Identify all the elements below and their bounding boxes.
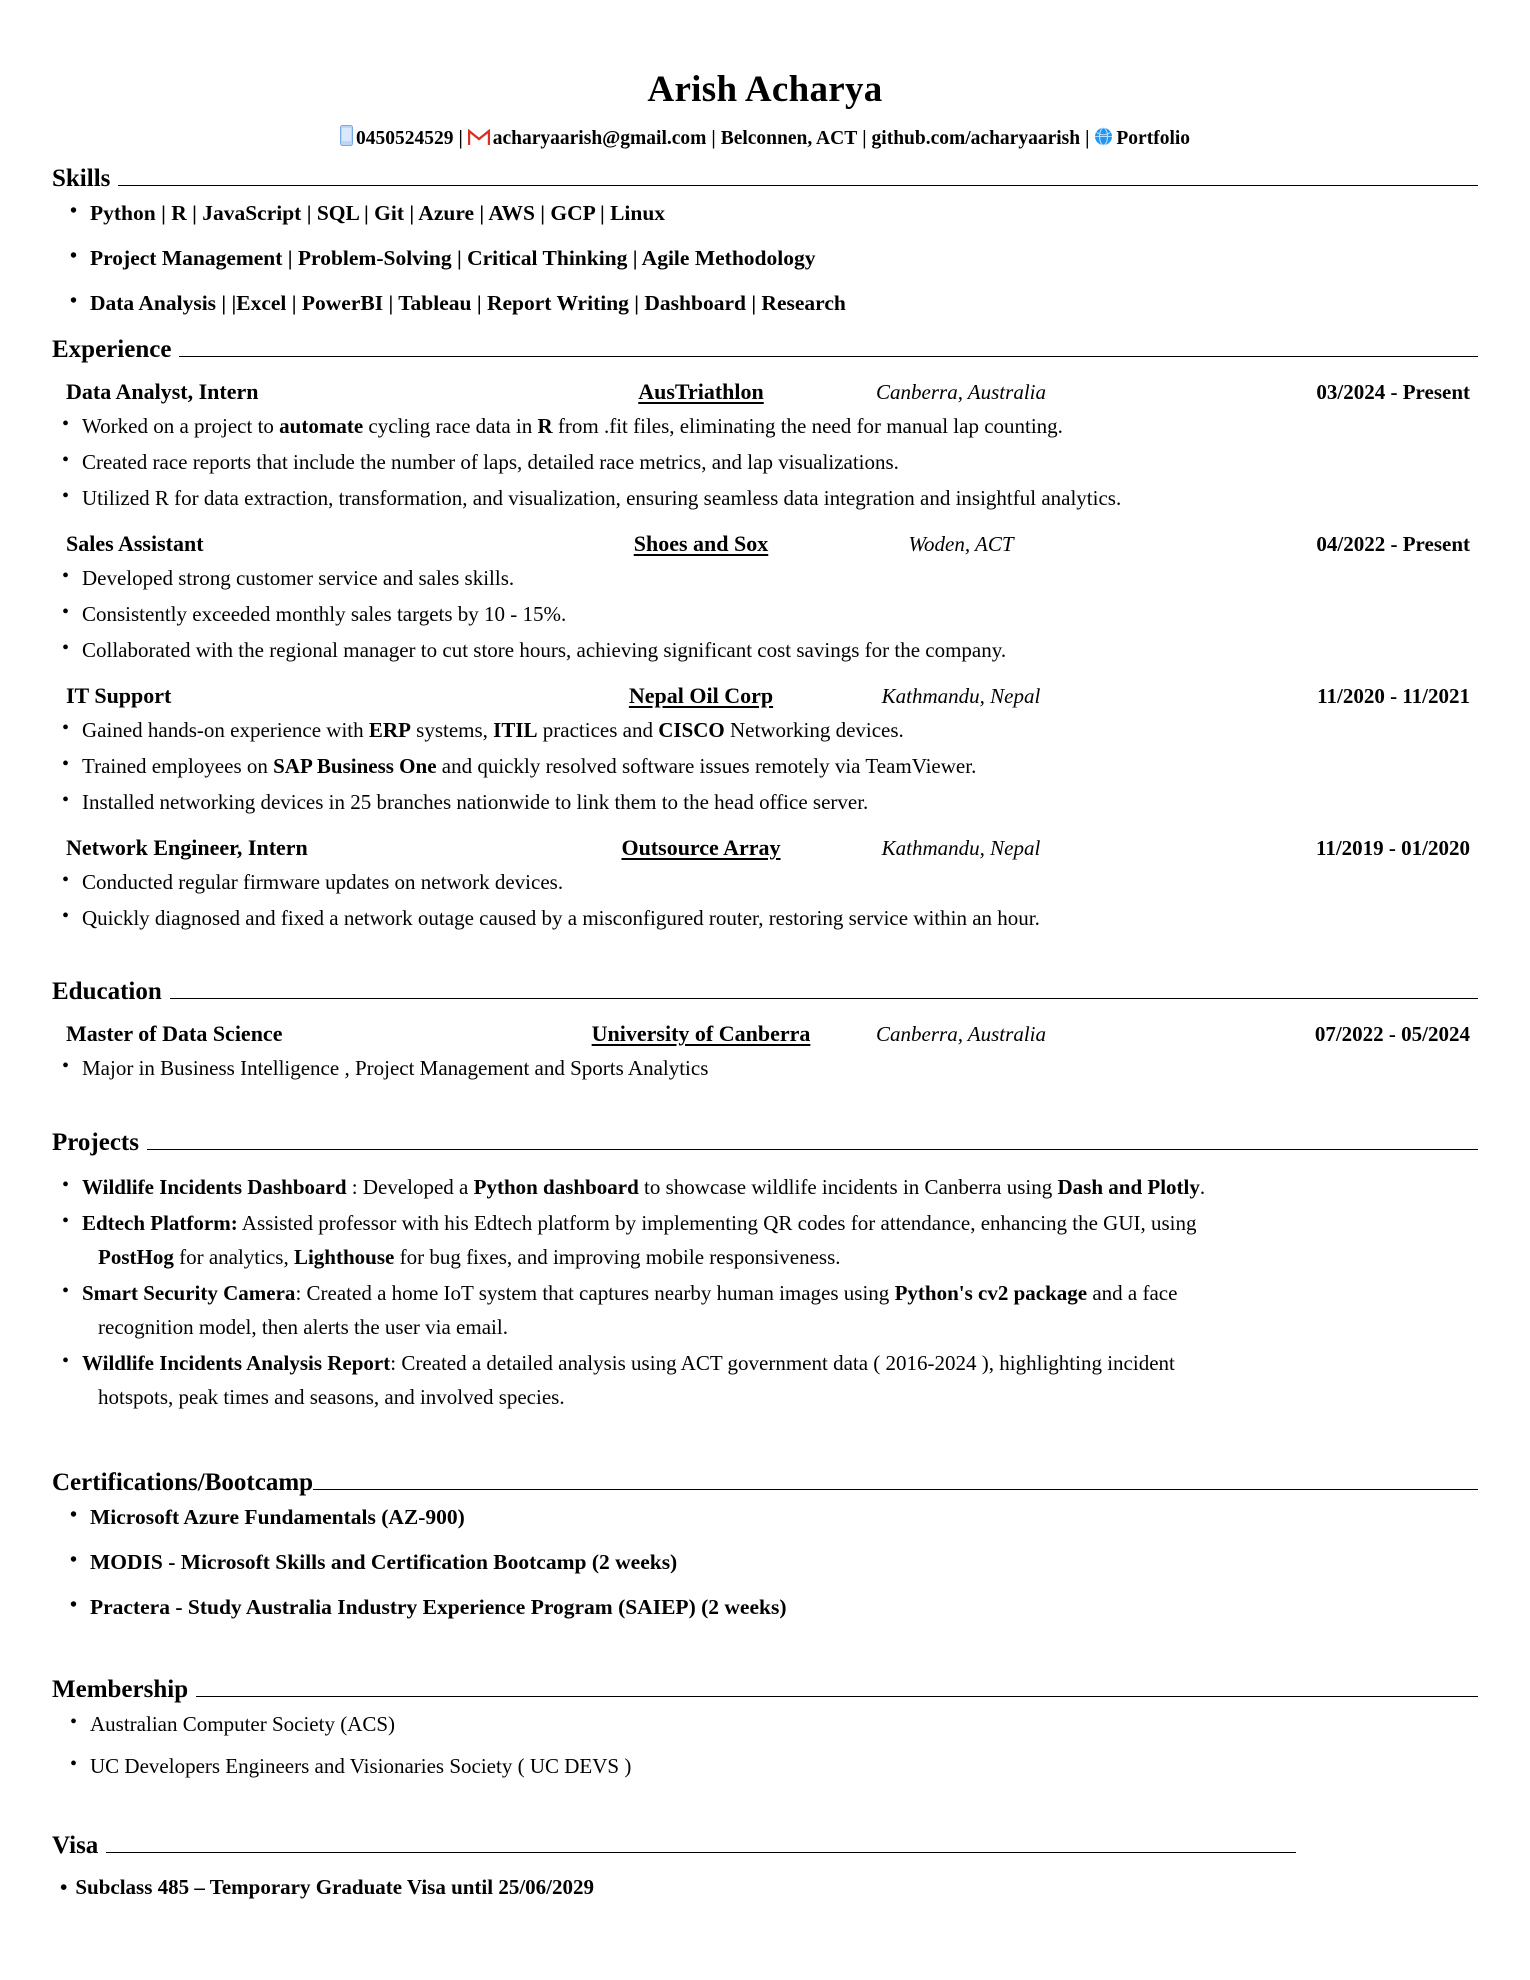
- email-address[interactable]: acharyaarish@gmail.com: [492, 127, 707, 149]
- contact-separator-4: |: [1085, 127, 1090, 149]
- education-dates: 07/2022 - 05/2024: [1314, 1022, 1470, 1047]
- job-title: Data Analyst, Intern: [66, 379, 259, 405]
- section-header-skills: [52, 166, 1478, 192]
- list-item: • Python | R | JavaScript | SQL | Git | Azure | AWS | GCP | Linux: [52, 196, 1478, 231]
- list-item: • Worked on a project to automate cycling race data in R from .fit files, eliminating the need for manual lap counting.: [52, 409, 1478, 443]
- project-title: Wildlife Incidents Analysis Report: [82, 1350, 391, 1375]
- experience-bullets: [52, 409, 1478, 515]
- experience-bullets: [52, 713, 1478, 819]
- list-item: • Microsoft Azure Fundamentals (AZ-900): [52, 1500, 1478, 1535]
- bullet-glyph: •: [60, 1875, 68, 1900]
- portfolio-link[interactable]: Portfolio: [1116, 127, 1191, 149]
- list-item: • Collaborated with the regional manager to cut store hours, achieving significant cost savings for the company.: [52, 633, 1478, 667]
- contact-location: Belconnen, ACT: [720, 127, 858, 149]
- list-item: • Gained hands-on experience with ERP systems, ITIL practices and CISCO Networking devices.: [52, 713, 1478, 747]
- section-rule: [118, 185, 1478, 186]
- section-title-certifications: Certifications/Bootcamp: [52, 1468, 314, 1496]
- gmail-icon: [468, 129, 490, 146]
- job-location: Canberra, Australia: [876, 380, 1046, 405]
- section-header-education: [52, 979, 1478, 1005]
- list-item: • Data Analysis | |Excel | PowerBI | Tableau | Report Writing | Dashboard | Research: [52, 286, 1478, 321]
- list-item: • Trained employees on SAP Business One and quickly resolved software issues remotely via TeamViewer.: [52, 749, 1478, 783]
- list-item: • Australian Computer Society (ACS): [52, 1707, 1478, 1741]
- list-item: • Project Management | Problem-Solving | Critical Thinking | Agile Methodology: [52, 241, 1478, 276]
- project-title: Smart Security Camera: [82, 1280, 296, 1305]
- education-bullets: [52, 1051, 1478, 1085]
- contact-separator-3: |: [862, 127, 867, 149]
- section-title-projects: Projects: [52, 1128, 139, 1156]
- company-name: Nepal Oil Corp: [628, 683, 774, 709]
- contact-line: [52, 125, 1478, 150]
- section-rule: [106, 1852, 1296, 1853]
- job-title: IT Support: [66, 683, 172, 709]
- experience-entry-header: [52, 531, 1478, 557]
- projects-list: [52, 1170, 1478, 1414]
- section-title-education: Education: [52, 978, 162, 1006]
- visa-text: Subclass 485 – Temporary Graduate Visa until 25/06/2029: [75, 1875, 595, 1900]
- institution-name: University of Canberra: [591, 1021, 811, 1047]
- skills-list: [52, 196, 1478, 320]
- project-title: Edtech Platform:: [82, 1210, 238, 1235]
- list-item: • Installed networking devices in 25 branches nationwide to link them to the head office server.: [52, 785, 1478, 819]
- section-header-projects: [52, 1130, 1478, 1156]
- list-item: • Smart Security Camera: Created a home IoT system that captures nearby human images using Python's cv2 package and a face recognition model, then alerts the user via email.: [52, 1276, 1478, 1344]
- degree-title: Master of Data Science: [66, 1021, 283, 1047]
- section-rule: [313, 1489, 1478, 1490]
- list-item: • Utilized R for data extraction, transformation, and visualization, ensuring seamless data integration and insightful analytics.: [52, 481, 1478, 515]
- list-item: • UC Developers Engineers and Visionaries Society ( UC DEVS ): [52, 1749, 1478, 1783]
- job-dates: 11/2019 - 01/2020: [1315, 836, 1470, 861]
- experience-entry-header: [52, 683, 1478, 709]
- experience-entry-header: [52, 835, 1478, 861]
- list-item: • Developed strong customer service and sales skills.: [52, 561, 1478, 595]
- company-name: Shoes and Sox: [633, 531, 769, 557]
- section-header-certifications: [52, 1470, 1478, 1496]
- phone-icon: [340, 125, 353, 146]
- experience-bullets: [52, 865, 1478, 935]
- phone-number[interactable]: 0450524529: [355, 127, 454, 149]
- list-item: • Practera - Study Australia Industry Experience Program (SAIEP) (2 weeks): [52, 1590, 1478, 1625]
- list-item: • Consistently exceeded monthly sales targets by 10 - 15%.: [52, 597, 1478, 631]
- job-location: Kathmandu, Nepal: [881, 836, 1041, 861]
- list-item: • Conducted regular firmware updates on network devices.: [52, 865, 1478, 899]
- section-rule: [196, 1696, 1478, 1697]
- section-title-visa: Visa: [52, 1831, 99, 1859]
- section-title-experience: Experience: [52, 335, 172, 363]
- experience-bullets: [52, 561, 1478, 667]
- section-header-visa: [52, 1833, 1478, 1859]
- company-name: Outsource Array: [621, 835, 781, 861]
- membership-list: [52, 1707, 1478, 1783]
- experience-entry-header: [52, 379, 1478, 405]
- list-item: • Wildlife Incidents Dashboard : Developed a Python dashboard to showcase wildlife incidents in Canberra using Dash and Plotly.: [52, 1170, 1478, 1204]
- job-location: Woden, ACT: [908, 532, 1014, 557]
- certifications-list: [52, 1500, 1478, 1624]
- section-rule: [179, 356, 1478, 357]
- job-title: Network Engineer, Intern: [66, 835, 308, 861]
- section-rule: [170, 998, 1478, 999]
- globe-icon: [1094, 127, 1113, 146]
- list-item: • Edtech Platform: Assisted professor with his Edtech platform by implementing QR codes for attendance, enhancing the GUI, using PostHog for analytics, Lighthouse for bug fixes, and improving mobile responsiveness.: [52, 1206, 1478, 1274]
- section-header-membership: [52, 1677, 1478, 1703]
- contact-separator-2: |: [711, 127, 716, 149]
- list-item: • MODIS - Microsoft Skills and Certification Bootcamp (2 weeks): [52, 1545, 1478, 1580]
- list-item: • Major in Business Intelligence , Project Management and Sports Analytics: [52, 1051, 1478, 1085]
- institution-location: Canberra, Australia: [876, 1022, 1046, 1047]
- job-location: Kathmandu, Nepal: [881, 684, 1041, 709]
- section-title-membership: Membership: [52, 1675, 189, 1703]
- github-link[interactable]: github.com/acharyaarish: [871, 127, 1081, 149]
- job-dates: 04/2022 - Present: [1316, 532, 1470, 557]
- page-title: Arish Acharya: [647, 69, 883, 110]
- section-rule: [147, 1149, 1478, 1150]
- section-title-skills: Skills: [52, 165, 111, 193]
- job-dates: 03/2024 - Present: [1316, 380, 1470, 405]
- section-header-experience: [52, 337, 1478, 363]
- visa-status: [52, 1875, 1478, 1900]
- education-entry-header: [52, 1021, 1478, 1047]
- list-item: • Quickly diagnosed and fixed a network outage caused by a misconfigured router, restoring service within an hour.: [52, 901, 1478, 935]
- contact-separator-1: |: [458, 127, 463, 149]
- project-title: Wildlife Incidents Dashboard: [82, 1174, 347, 1199]
- job-dates: 11/2020 - 11/2021: [1317, 684, 1470, 709]
- list-item: • Created race reports that include the number of laps, detailed race metrics, and lap visualizations.: [52, 445, 1478, 479]
- list-item: • Wildlife Incidents Analysis Report: Created a detailed analysis using ACT government data ( 2016-2024 ), highlighting incident hotspots, peak times and seasons, and involved species.: [52, 1346, 1478, 1414]
- job-title: Sales Assistant: [66, 531, 204, 557]
- company-name: AusTriathlon: [638, 379, 764, 405]
